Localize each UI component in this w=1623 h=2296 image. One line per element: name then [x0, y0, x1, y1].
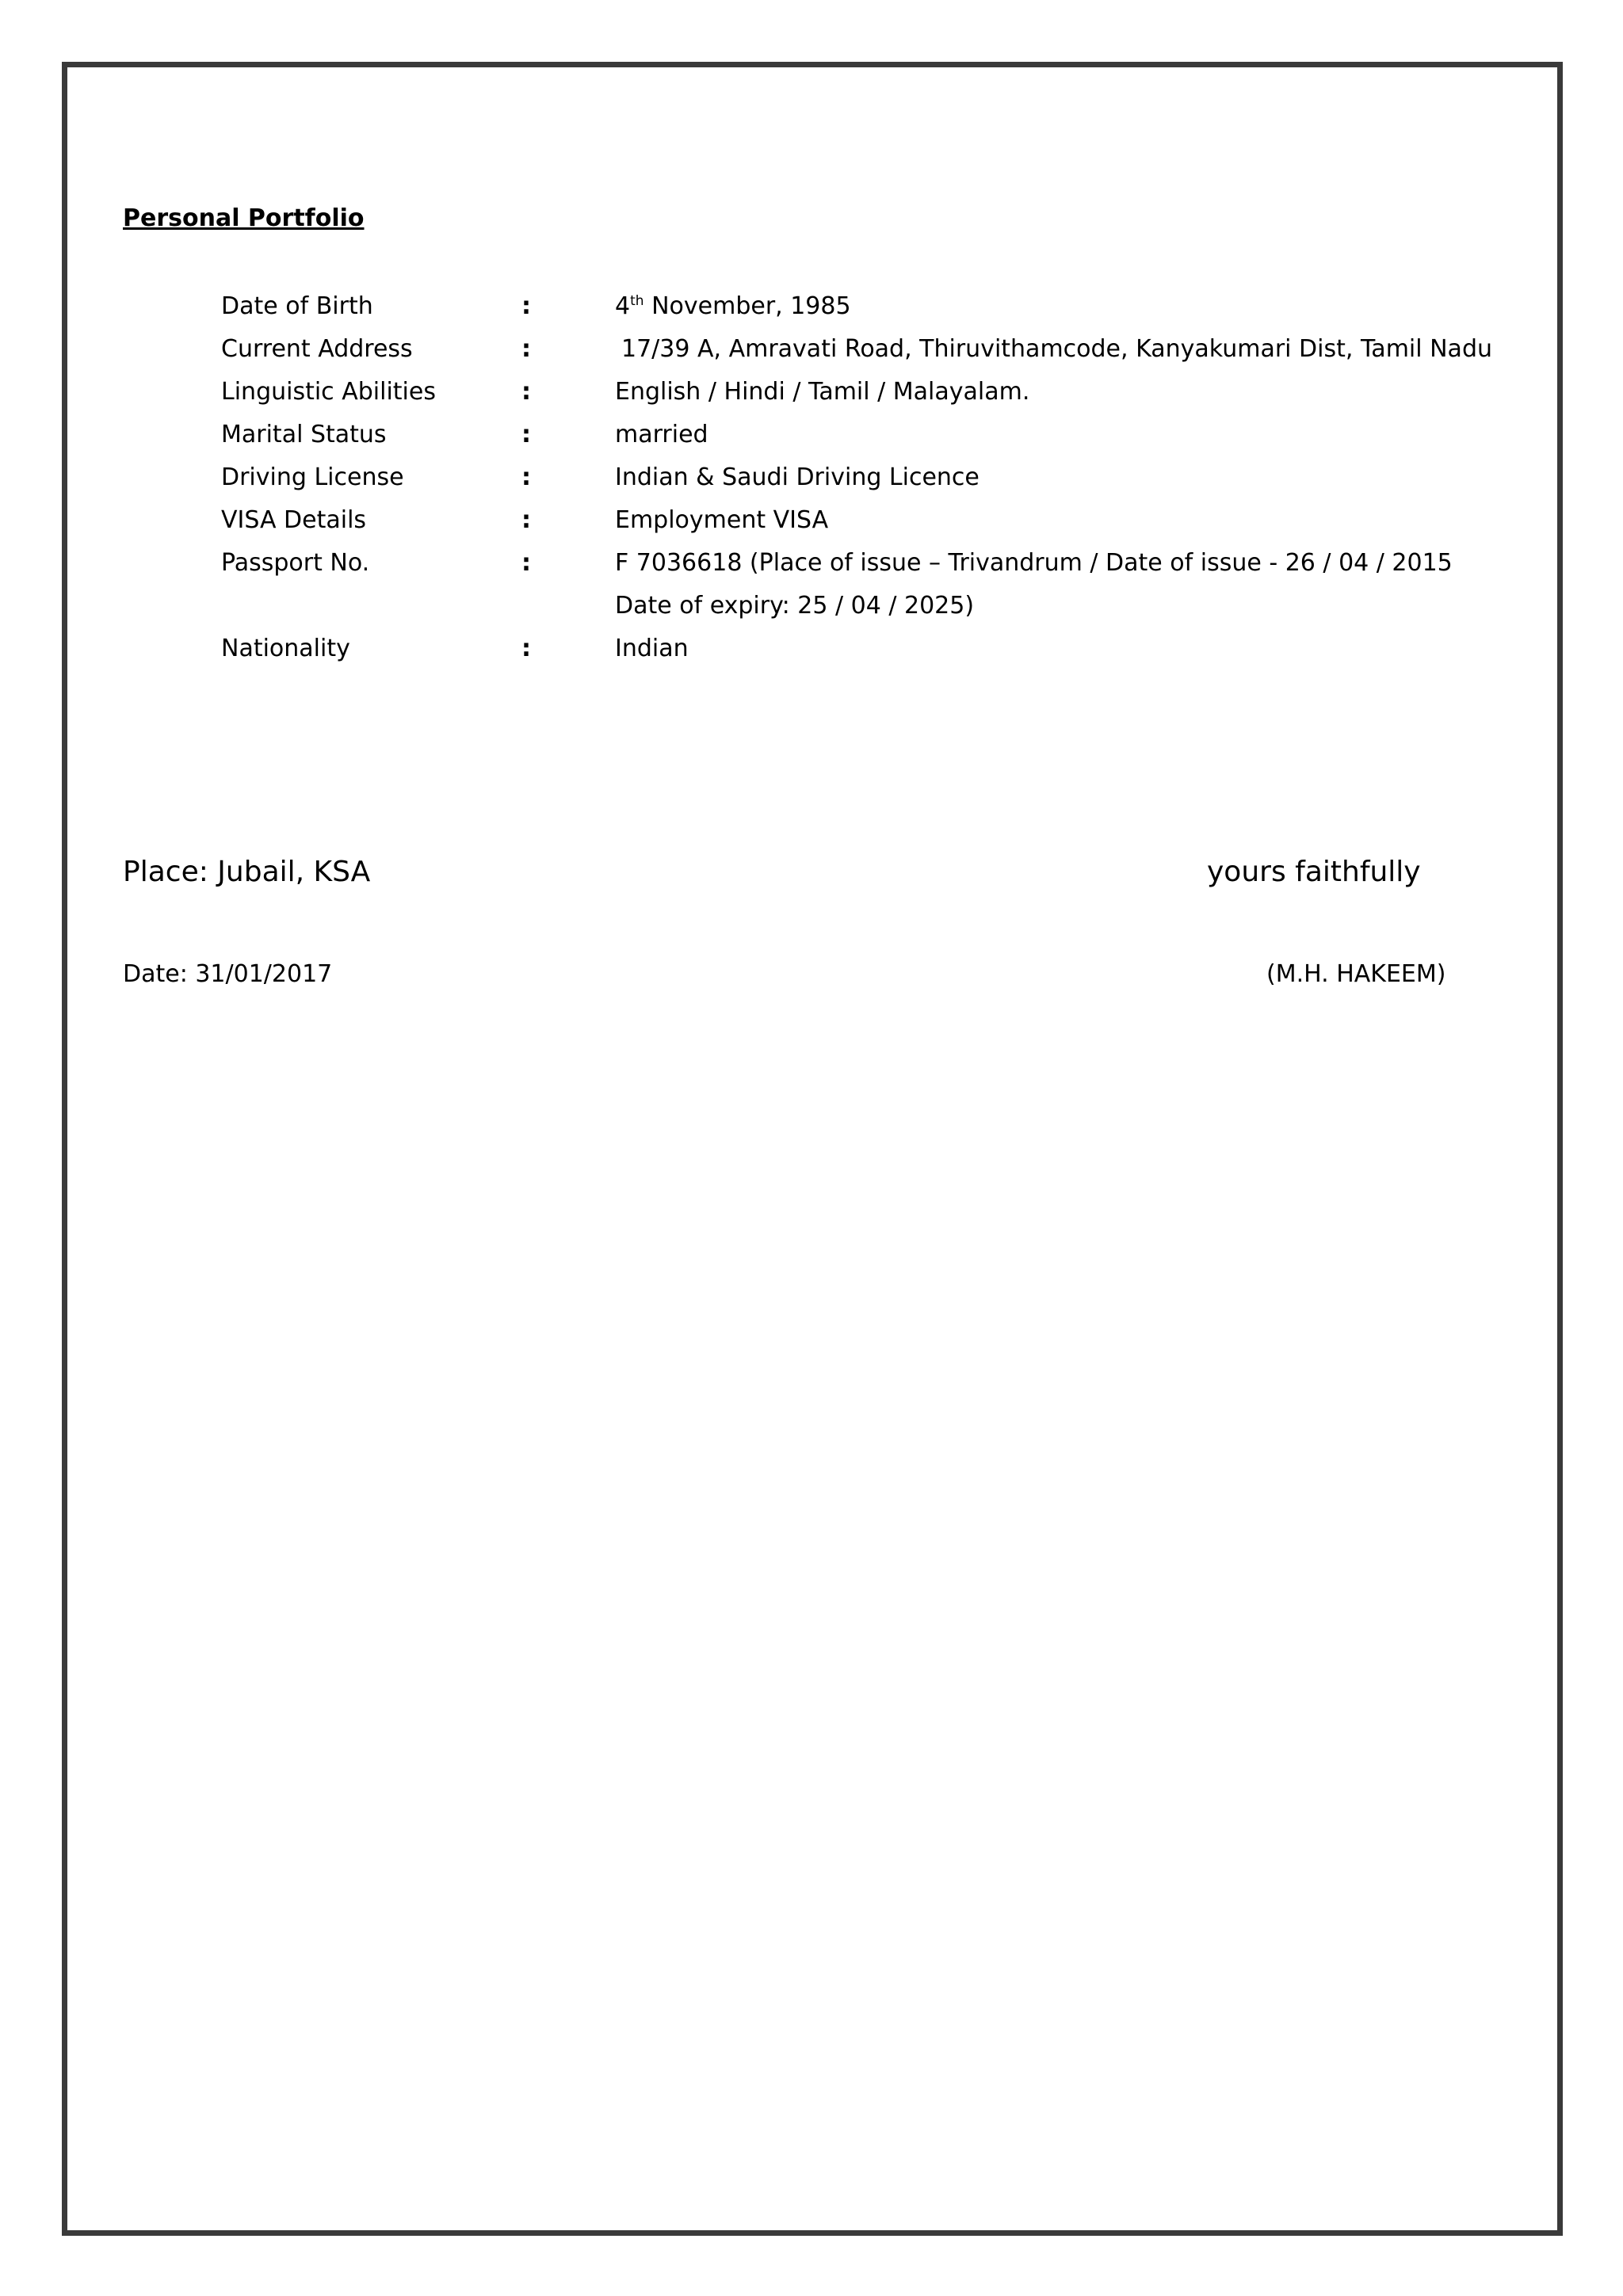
detail-value: 17/39 A, Amravati Road, Thiruvithamcode, Kanyakumari Dist, Tamil Nadu — [621, 335, 1492, 363]
detail-value: English / Hindi / Tamil / Malayalam. — [615, 378, 1030, 406]
detail-separator: : — [521, 378, 531, 406]
place-line: Place: Jubail, KSA — [123, 856, 371, 888]
section-heading: Personal Portfolio — [123, 204, 365, 232]
detail-separator: : — [521, 463, 531, 491]
signatory-name: (M.H. HAKEEM) — [1266, 960, 1446, 988]
detail-value — [615, 285, 851, 328]
detail-label: Marital Status — [221, 421, 387, 448]
detail-separator: : — [521, 549, 531, 577]
closing-salutation: yours faithfully — [1207, 856, 1421, 888]
detail-value: Indian — [615, 635, 689, 662]
birth-day-suffix: th — [630, 293, 644, 309]
detail-row-driving-license — [0, 456, 1623, 499]
detail-row-marital-status — [0, 414, 1623, 456]
detail-label: Current Address — [221, 335, 413, 363]
date-line: Date: 31/01/2017 — [123, 960, 333, 988]
detail-separator: : — [521, 635, 531, 662]
detail-separator: : — [521, 292, 531, 320]
detail-separator: : — [521, 506, 531, 534]
detail-value: married — [615, 421, 708, 448]
detail-value: Employment VISA — [615, 506, 829, 534]
detail-label: Date of Birth — [221, 292, 373, 320]
detail-row-passport-no — [0, 542, 1623, 585]
detail-value: F 7036618 (Place of issue – Trivandrum / Date of issue - 26 / 04 / 2015 — [615, 549, 1453, 577]
detail-value-continued: Date of expiry: 25 / 04 / 2025) — [615, 592, 975, 620]
detail-label: Nationality — [221, 635, 350, 662]
detail-label: Passport No. — [221, 549, 370, 577]
detail-row-current-address — [0, 328, 1623, 371]
detail-row-visa-details — [0, 499, 1623, 542]
detail-row-date-of-birth — [0, 285, 1623, 328]
detail-row-linguistic-abilities — [0, 371, 1623, 414]
birth-day: 4 — [615, 292, 631, 320]
detail-label: Driving License — [221, 463, 404, 491]
detail-value: Indian & Saudi Driving Licence — [615, 463, 980, 491]
birth-month-year: November, 1985 — [643, 292, 851, 320]
detail-label: VISA Details — [221, 506, 367, 534]
detail-label: Linguistic Abilities — [221, 378, 436, 406]
detail-row-passport-expiry — [0, 585, 1623, 627]
detail-separator: : — [521, 335, 531, 363]
detail-separator: : — [521, 421, 531, 448]
detail-row-nationality — [0, 627, 1623, 670]
